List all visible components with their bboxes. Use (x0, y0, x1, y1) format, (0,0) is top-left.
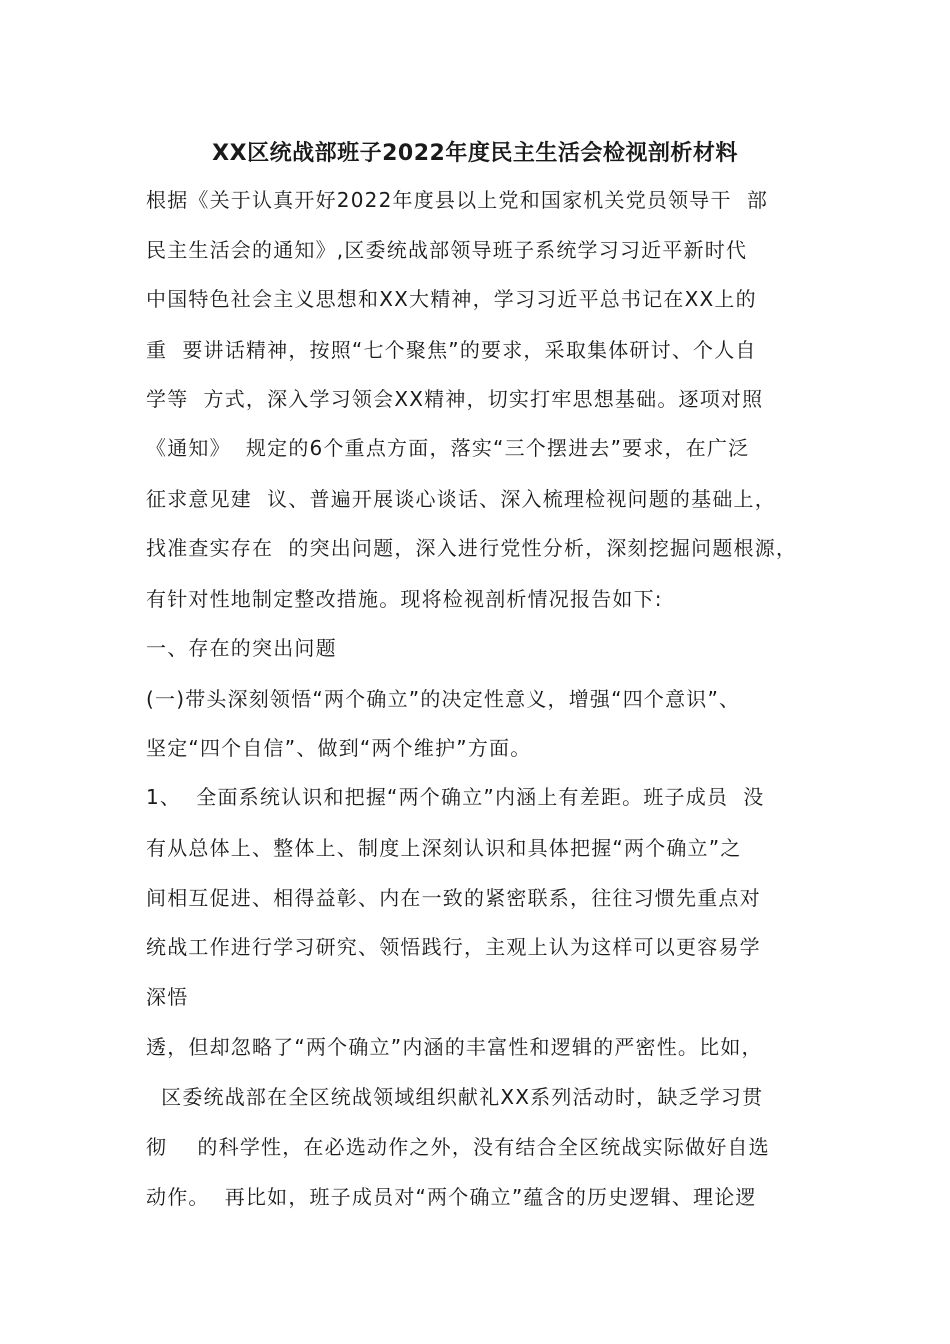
body-line: 民主生活会的通知》,区委统战部领导班子系统学习习近平新时代 (146, 238, 748, 262)
body-line: 根据《关于认真开好2022年度县以上党和国家机关党员领导干 部 (146, 188, 769, 212)
body-line: 学等 方式，深入学习领会XX精神，切实打牢思想基础。逐项对照 (146, 387, 764, 411)
body-line: 有针对性地制定整改措施。现将检视剖析情况报告如下: (146, 587, 663, 611)
subsection-heading: 坚定“四个自信”、做到“两个维护”方面。 (146, 736, 532, 760)
body-line: 透，但却忽略了“两个确立”内涵的丰富性和逻辑的严密性。比如， (146, 1035, 763, 1059)
section-heading: 一、存在的突出问题 (146, 636, 337, 660)
body-line: 统战工作进行学习研究、领悟践行，主观上认为这样可以更容易学 (146, 935, 761, 959)
body-line: 深悟 (146, 985, 189, 1009)
body-line: 1、 全面系统认识和把握“两个确立”内涵上有差距。班子成员 没 (146, 785, 765, 809)
document-title: XX区统战部班子2022年度民主生活会检视剖析材料 (212, 141, 738, 166)
subsection-heading: (一)带头深刻领悟“两个确立”的决定性意义，增强“四个意识”、 (146, 687, 741, 711)
body-line: 中国特色社会主义思想和XX大精神，学习习近平总书记在XX上的 (146, 287, 757, 311)
body-line: 动作。 再比如，班子成员对“两个确立”蕴含的历史逻辑、理论逻 (146, 1185, 757, 1209)
body-line: 找准查实存在 的突出问题，深入进行党性分析，深刻挖掘问题根源， (146, 536, 798, 560)
body-line: 有从总体上、整体上、制度上深刻认识和具体把握“两个确立”之 (146, 836, 742, 860)
body-line: 间相互促进、相得益彰、内在一致的紧密联系，往往习惯先重点对 (146, 886, 761, 910)
body-line: 《通知》 规定的6个重点方面，落实“三个摆进去”要求，在广泛 (146, 436, 750, 460)
body-line: 区委统战部在全区统战领域组织献礼XX系列活动时，缺乏学习贯 (146, 1085, 764, 1109)
body-line: 彻 的科学性，在必选动作之外，没有结合全区统战实际做好自选 (146, 1135, 770, 1159)
body-line: 重 要讲话精神，按照“七个聚焦”的要求，采取集体研讨、个人自 (146, 338, 757, 362)
body-line: 征求意见建 议、普遍开展谈心谈话、深入梳理检视问题的基础上， (146, 487, 776, 511)
